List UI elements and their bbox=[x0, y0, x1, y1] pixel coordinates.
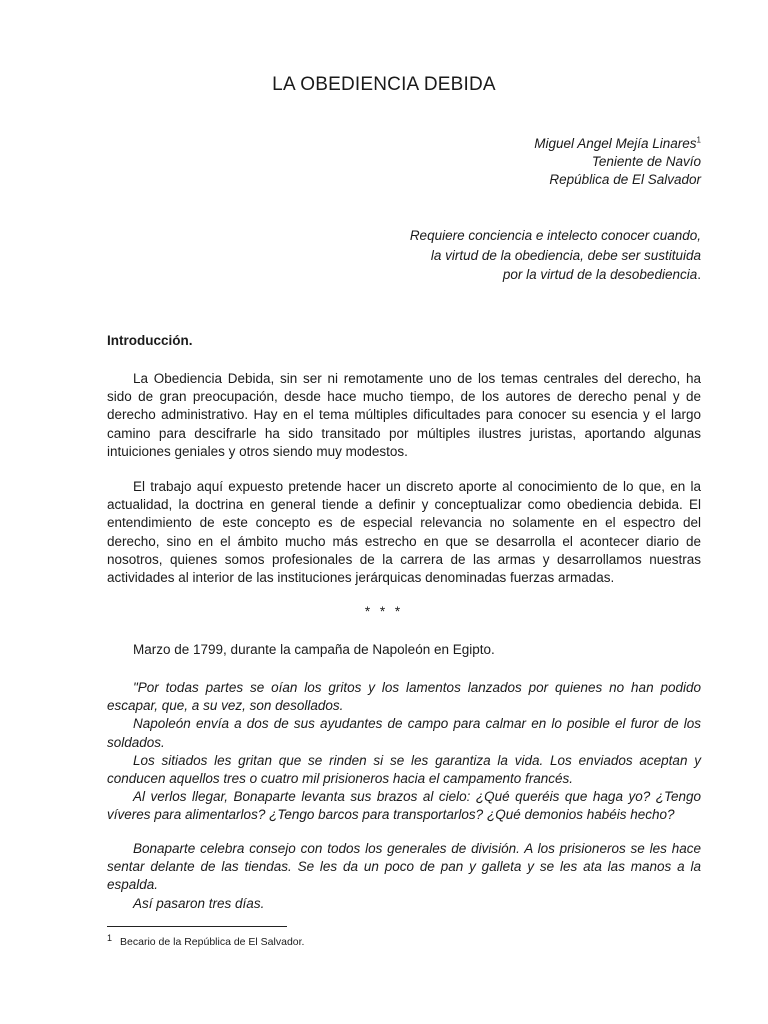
footnote bbox=[107, 932, 305, 949]
author-name: Miguel Angel Mejía Linares bbox=[534, 136, 697, 151]
quote-paragraph-4: Al verlos llegar, Bonaparte levanta sus brazos al cielo: ¿Qué queréis que haga yo? ¿Tengo víveres para alimentarlos? ¿Tengo barcos para transportarlos? ¿Qué demonios habéis hecho? bbox=[107, 789, 701, 823]
intro-paragraph-1: La Obediencia Debida, sin ser ni remotamente uno de los temas centrales del derecho, ha sido de gran preocupación, desde hace mucho tiempo, de los autores de derecho penal y de derecho administrativo. Hay en el tema múltiples dificultades para conocer su esencia y el largo camino para descifrarle ha sido transitado por múltiples ilustres juristas, aportando algunas intuiciones geniales y otros siendo muy modestos. bbox=[107, 371, 701, 459]
quote-paragraph-5: Bonaparte celebra consejo con todos los generales de división. A los prisioneros se les hace sentar delante de las tiendas. Se les da un poco de pan y galleta y se les ata las manos a la espalda. bbox=[107, 841, 701, 893]
footnote-divider bbox=[107, 926, 287, 927]
intro-paragraph-1-container bbox=[107, 370, 701, 461]
footnote-number: 1 bbox=[107, 932, 113, 943]
section-separator: * * * bbox=[364, 604, 404, 619]
epigraph-end-mark: . bbox=[697, 267, 701, 282]
quote-paragraph-3: Los sitiados les gritan que se rinden si se les garantiza la vida. Los enviados aceptan y conducen aquellos tres o cuatro mil prisioneros hacia el campamento francés. bbox=[107, 752, 701, 787]
author-rank: Teniente de Navío bbox=[591, 154, 701, 169]
footnote-reference[interactable]: 1 bbox=[696, 135, 701, 145]
quote-paragraph-6: Así pasaron tres días. bbox=[133, 895, 265, 911]
napoleon-intro-container bbox=[107, 641, 701, 659]
epigraph-line-2: la virtud de la obediencia, debe ser sustituida bbox=[430, 247, 701, 263]
epigraph bbox=[410, 226, 701, 285]
quote-paragraph-2: Napoleón envía a dos de sus ayudantes de campo para calmar en lo posible el furor de los soldados. bbox=[107, 716, 701, 750]
section-heading-introduccion: Introducción. bbox=[107, 333, 193, 348]
author-country: República de El Salvador bbox=[549, 172, 701, 187]
intro-paragraph-2: El trabajo aquí expuesto pretende hacer un discreto aporte al conocimiento de lo que, en la actualidad, la doctrina en general tiende a definir y conceptualizar como obediencia debida. El entendimiento de este concepto es de especial relevancia no solamente en el espectro del derecho, sino en el ámbito mucho más estrecho en que se desarrolla el acontecer diario de nosotros, quienes somos profesionales de la carrera de las armas y desarrollamos nuestras actividades al interior de las instituciones jerárquicas denominadas fuerzas armadas. bbox=[107, 479, 701, 586]
quote-block-1 bbox=[107, 679, 701, 825]
intro-paragraph-2-container bbox=[107, 478, 701, 587]
quote-block-2 bbox=[107, 840, 701, 913]
epigraph-line-3: por la virtud de la desobediencia bbox=[502, 267, 698, 282]
footnote-text: Becario de la República de El Salvador. bbox=[120, 936, 305, 948]
author-block bbox=[534, 135, 701, 189]
document-title: LA OBEDIENCIA DEBIDA bbox=[272, 74, 496, 95]
quote-paragraph-1: "Por todas partes se oían los gritos y los lamentos lanzados por quienes no han podido escapar, que, a su vez, son desollados. bbox=[107, 680, 701, 714]
napoleon-intro: Marzo de 1799, durante la campaña de Napoleón en Egipto. bbox=[133, 642, 495, 657]
epigraph-line-3-wrap bbox=[410, 265, 701, 285]
author-name-line bbox=[534, 135, 701, 153]
epigraph-line-1: Requiere conciencia e intelecto conocer cuando, bbox=[409, 228, 701, 243]
